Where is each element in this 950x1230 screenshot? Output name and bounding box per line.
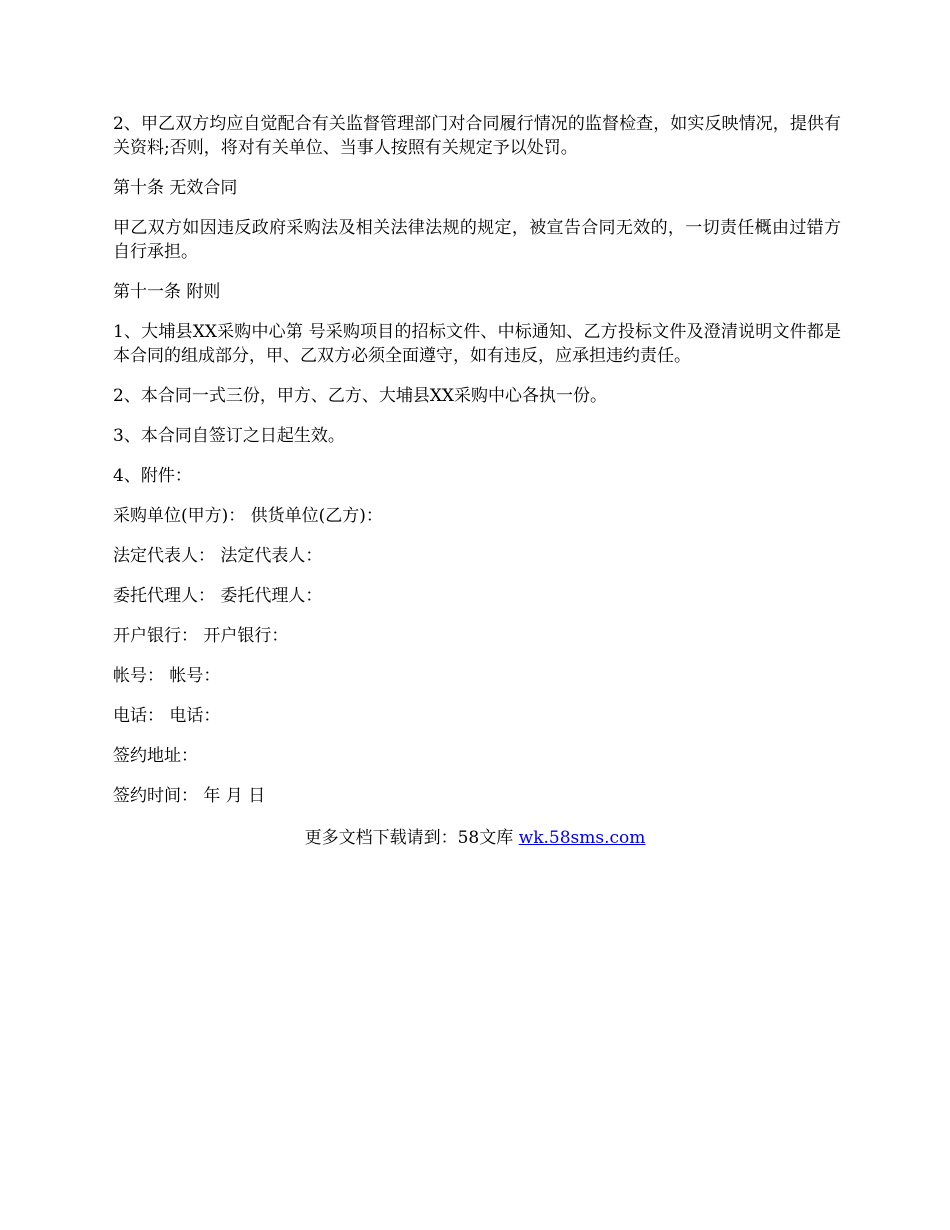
signature-account: 帐号： 帐号： bbox=[113, 666, 221, 686]
clause-supplementary-3: 3、本合同自签订之日起生效。 bbox=[113, 426, 345, 446]
clause-invalid-contract: 甲乙双方如因违反政府采购法及相关法律法规的规定，被宣告合同无效的，一切责任概由过错方自行承担。 bbox=[113, 218, 841, 262]
signature-address: 签约地址： bbox=[113, 746, 198, 766]
section-heading-invalid-contract: 第十条 无效合同 bbox=[113, 178, 238, 198]
clause-supervision: 2、甲乙双方均应自觉配合有关监督管理部门对合同履行情况的监督检查，如实反映情况，提供有关资料;否则，将对有关单位、当事人按照有关规定予以处罚。 bbox=[113, 114, 841, 158]
signature-legal-rep: 法定代表人： 法定代表人： bbox=[113, 546, 323, 566]
signature-date: 签约时间： 年 月 日 bbox=[113, 786, 266, 806]
document-body bbox=[113, 112, 841, 824]
footer-text: 更多文档下载请到：58文库 bbox=[304, 828, 519, 848]
download-footer bbox=[0, 826, 950, 850]
clause-supplementary-1: 1、大埔县XX采购中心第 号采购项目的招标文件、中标通知、乙方投标文件及澄清说明文件都是本合同的组成部分，甲、乙双方必须全面遵守，如有违反，应承担违约责任。 bbox=[113, 322, 841, 366]
clause-attachments: 4、附件： bbox=[113, 466, 192, 486]
section-heading-supplementary: 第十一条 附则 bbox=[113, 282, 221, 302]
signature-bank: 开户银行： 开户银行： bbox=[113, 626, 289, 646]
signature-agent: 委托代理人： 委托代理人： bbox=[113, 586, 323, 606]
clause-supplementary-2: 2、本合同一式三份，甲方、乙方、大埔县XX采购中心各执一份。 bbox=[113, 386, 608, 406]
footer-link[interactable]: wk.58sms.com bbox=[518, 828, 646, 848]
signature-parties: 采购单位(甲方)： 供货单位(乙方)： bbox=[113, 506, 383, 526]
signature-phone: 电话： 电话： bbox=[113, 706, 221, 726]
